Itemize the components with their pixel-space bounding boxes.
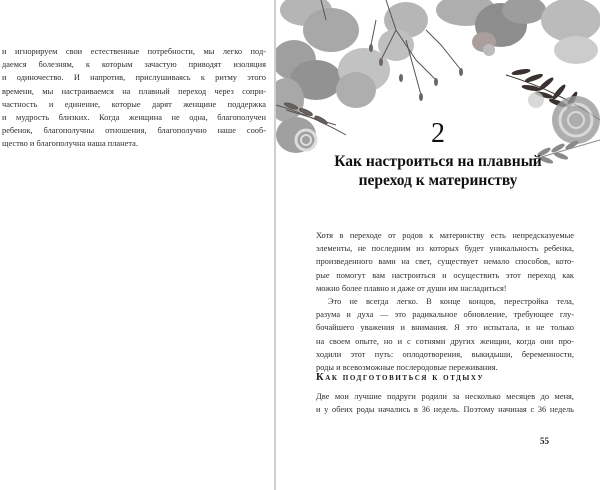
text-line: и игнорируем свои естественные потребности, мы легко под-	[2, 47, 266, 56]
text-line: времени, мы настраиваемся на плавный переход через сопри-	[2, 86, 266, 96]
text-line: Две мои лучшие подруги родили за несколько месяцев до меня,	[316, 392, 574, 401]
text-line: рые помогут вам настроиться и осуществить этот переход как	[316, 270, 574, 280]
chapter-body-text	[316, 229, 574, 374]
text-line: даемся болезням, к которым зачастую приводят изоляция	[2, 60, 266, 70]
text-line: роды и всевозможные послеродовые переживания.	[316, 363, 498, 373]
text-line: разума и духа — это радикальное обновление, требующее глу-	[316, 310, 574, 320]
section-body-text	[316, 390, 574, 416]
left-page-paragraph	[2, 45, 266, 151]
section-heading: Как подготовиться к отдыху	[316, 372, 485, 383]
text-line: произведенного вами на свет, существует немало способов, кото-	[316, 257, 574, 267]
text-line: можно более плавно и даже от души им насладиться!	[316, 283, 507, 293]
text-line: частность и единение, которые дарят женщине поддержка	[2, 99, 266, 109]
text-line: щество и благополучна наша планета.	[2, 139, 138, 149]
chapter-title-line: переход к материнству	[358, 172, 518, 189]
text-line: Хотя в переходе от родов к материнству есть непредсказуемые	[316, 231, 574, 240]
text-line: и мудрость близких. Когда женщина не одна, благополучен	[2, 113, 266, 123]
text-line: ходили этот путь: оплодотворения, выкидыши, беременности,	[316, 349, 574, 359]
text-line: ребенок, благополучны отношения, благополучно наше сооб-	[2, 126, 266, 136]
text-line: и одиночество. И напротив, прислушиваясь к ритму этого	[2, 73, 266, 83]
text-line: на своем опыте, но и с сотнями других женщин, когда они про-	[316, 336, 574, 346]
page-number: 55	[540, 436, 549, 446]
text-line: и у обеих роды начались в 36 недель. Поэтому начиная с 36 недель	[316, 405, 574, 415]
chapter-title-line: Как настроиться на плавный	[334, 153, 542, 170]
chapter-title	[276, 152, 600, 190]
chapter-number: 2	[431, 118, 445, 149]
left-page	[0, 0, 275, 490]
text-line: элементы, не последним из которых будет уникальность ребенка,	[316, 244, 574, 254]
text-line: бочайшего уважения и внимания. Я это испытала, и не только	[316, 323, 574, 333]
right-page	[276, 0, 600, 490]
text-line: Это не всегда легко. В конце концов, перестройка тела,	[328, 297, 574, 307]
